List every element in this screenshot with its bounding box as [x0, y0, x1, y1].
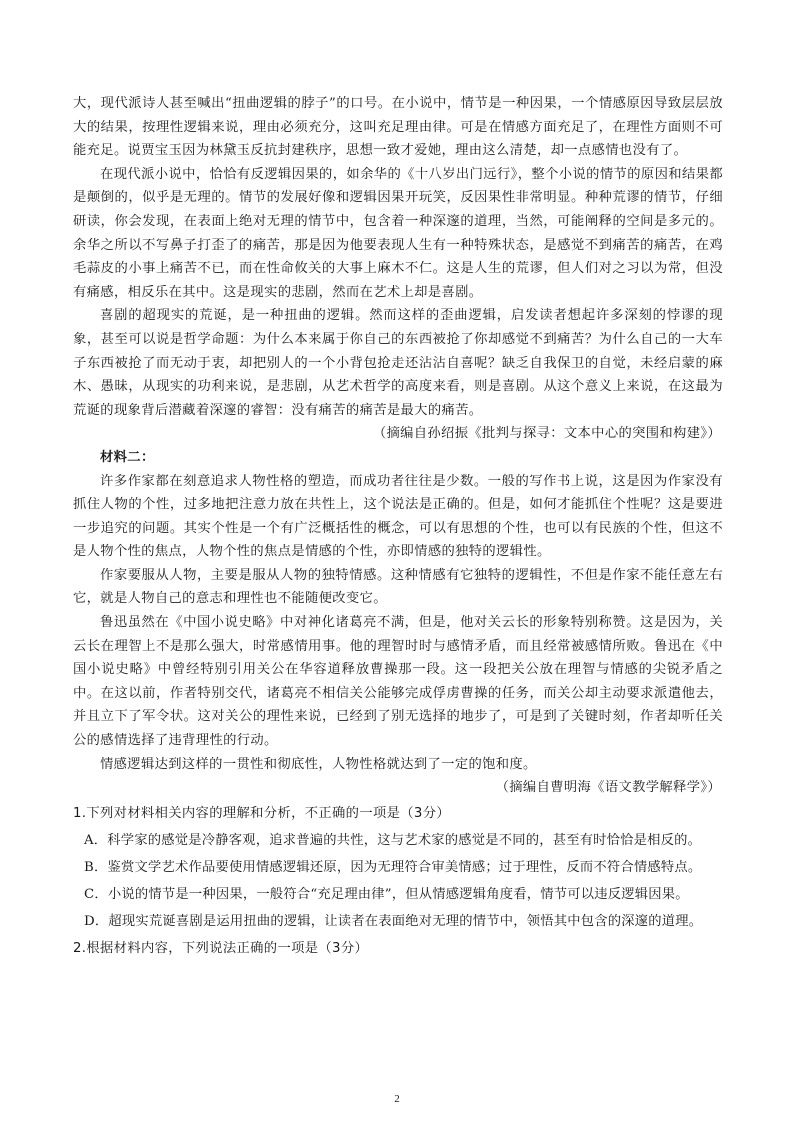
source-citation: （摘编自曹明海《语文教学解释学》） [495, 780, 721, 796]
paragraph: 在现代派小说中，恰恰有反逻辑因果的，如余华的《十八岁出门远行》，整个小说的情节的原因和结果都是颠倒的，似乎是无理的。情节的发展好像和逻辑因果开玩笑，反因果性非常明显。种种荒谬的情节，仔细研读，你会发现，在表面上绝对无理的情节中，包含着一种深邃的道理，当然，可能阐释的空间是多元的。余华之所以不写鼻子打歪了的痛苦，那是因为他要表现人生有一种特殊状态，是感觉不到痛苦的痛苦，在鸡毛蒜皮的小事上痛苦不已，而在性命攸关的大事上麻木不仁。这是人生的荒谬，但人们对之习以为常，但没有痛感，相反乐在其中。这是现实的悲剧，然而在艺术上却是喜剧。 [73, 166, 723, 300]
source-citation: （摘编自孙绍振《批判与探寻：文本中心的突围和构建》） [372, 426, 721, 442]
section-heading: 材料二： [100, 449, 155, 465]
paragraph: 大，现代派诗人甚至喊出“扭曲逻辑的脖子”的口号。在小说中，情节是一种因果，一个情感原因导致层层放大的结果，按理性逻辑来说，理由必须充分，这叫充足理由律。可是在情感方面充足了，在理性方面则不可能充足。说贾宝玉因为林黛玉反抗封建秩序，思想一致才爱她，理由这么清楚，却一点感情也没有了。 [73, 96, 723, 159]
question-stem: 1.下列对材料相关内容的理解和分析，不正确的一项是（3分） [73, 805, 451, 821]
option-c: C．小说的情节是一种因果，一般符合“充足理由律”，但从情感逻辑角度看，情节可以违反逻辑因果。 [84, 886, 689, 902]
question-stem: 2.根据材料内容，下列说法正确的一项是（3分） [73, 940, 369, 956]
paragraph: 喜剧的超现实的荒诞，是一种扭曲的逻辑。然而这样的歪曲逻辑，启发读者想起许多深刻的悖谬的现象，甚至可以说是哲学命题：为什么本来属于你自己的东西被抢了你却感觉不到痛苦？为什么自己的一大车子东西被抢了而无动于衷，却把别人的一个小背包抢走还沾沾自喜呢？缺乏自我保卫的自觉，未经启蒙的麻木、愚昧，从现实的功利来说，是悲剧，从艺术哲学的高度来看，则是喜剧。从这个意义上来说，在这最为荒诞的现象背后潜藏着深邃的睿智：没有痛苦的痛苦是最大的痛苦。 [73, 308, 723, 418]
option-a: A．科学家的感觉是冷静客观，追求普遍的共性，这与艺术家的感觉是不同的，甚至有时恰恰是相反的。 [84, 832, 702, 848]
question-1 [73, 800, 723, 935]
paragraph: 鲁迅虽然在《中国小说史略》中对神化诸葛亮不满，但是，他对关云长的形象特别称赞。这是因为，关云长在理智上不是那么强大，时常感情用事。他的理智时时与感情矛盾，而且经常被感情所败。鲁迅在《中国小说史略》中曾经特别引用关公在华容道释放曹操那一段。这一段把关公放在理智与情感的尖锐矛盾之中。在这以前，作者特别交代，诸葛亮不相信关公能够完成俘虏曹操的任务，而关公却主动要求派遣他去，并且立下了军令状。这对关公的理性来说，已经到了别无选择的地步了，可是到了关键时刻，作者却听任关公的感情选择了违背理性的行动。 [73, 615, 723, 749]
option-b: B．鉴赏文学艺术作品要使用情感逻辑还原，因为无理符合审美情感；过于理性，反而不符合情感特点。 [84, 859, 702, 875]
document-body [73, 92, 723, 962]
paragraph: 情感逻辑达到这样的一贯性和彻底性，人物性格就达到了一定的饱和度。 [100, 756, 537, 772]
paragraph: 作家要服从人物，主要是服从人物的独特情感。这种情感有它独特的逻辑性，不但是作家不能任意左右它，就是人物自己的意志和理性也不能随便改变它。 [73, 567, 723, 607]
question-2 [73, 935, 723, 962]
page-number: 2 [394, 1093, 400, 1105]
option-d: D．超现实荒诞喜剧是运用扭曲的逻辑，让读者在表面绝对无理的情节中，领悟其中包含的深邃的道理。 [84, 913, 703, 929]
paragraph: 许多作家都在刻意追求人物性格的塑造，而成功者往往是少数。一般的写作书上说，这是因为作家没有抓住人物的个性，过多地把注意力放在共性上，这个说法是正确的。但是，如何才能抓住个性呢？这是要进一步追究的问题。其实个性是一个有广泛概括性的概念，可以有思想的个性，也可以有民族的个性，但这不是人物个性的焦点，人物个性的焦点是情感的个性，亦即情感的独特的逻辑性。 [73, 473, 723, 560]
